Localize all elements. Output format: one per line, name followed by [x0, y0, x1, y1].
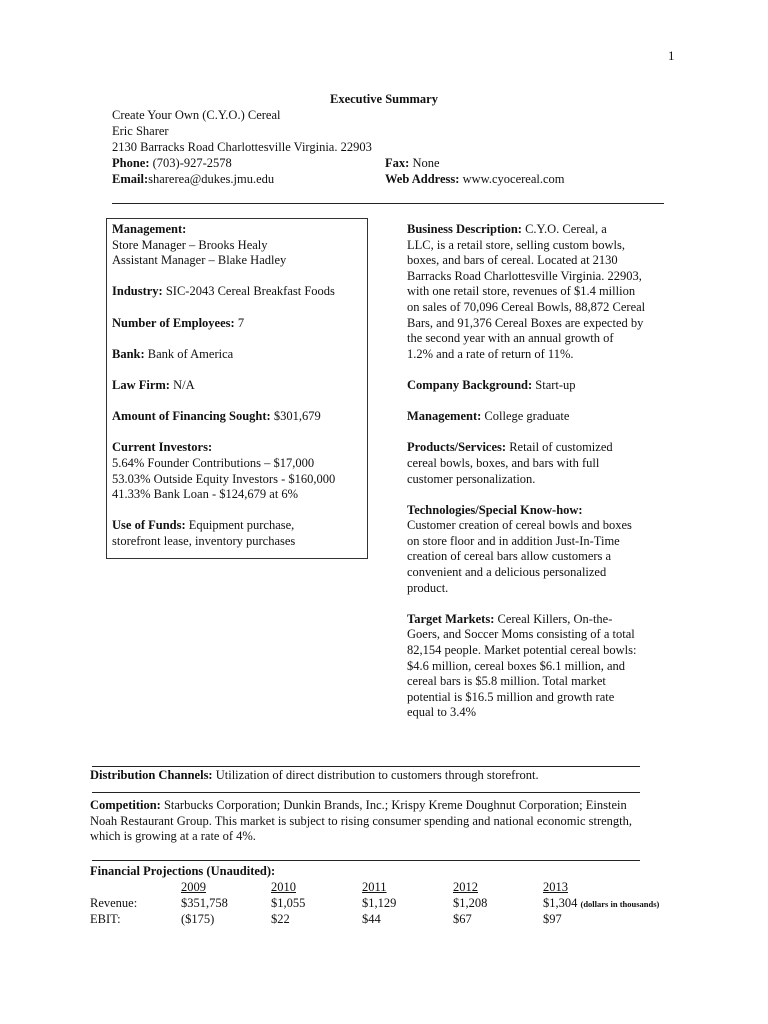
- use-of-funds-value: Equipment purchase,: [185, 518, 295, 533]
- year-cell: 2012: [453, 880, 478, 894]
- business-description-line: the second year with an annual growth of: [407, 331, 614, 346]
- target-markets-section: [407, 612, 659, 721]
- email-label: Email:: [112, 172, 149, 186]
- summary-box: [112, 222, 367, 565]
- company-address: 2130 Barracks Road Charlottesville Virginia. 22903: [112, 140, 372, 154]
- employees-label: Number of Employees:: [112, 315, 235, 330]
- right-management-section: [407, 409, 659, 425]
- competition-section: [90, 798, 690, 845]
- table-cell: $67: [453, 912, 472, 927]
- row-label: Revenue:: [90, 895, 138, 910]
- competition-line: which is growing at a rate of 4%.: [90, 829, 256, 844]
- financials-table: [90, 880, 683, 928]
- units-note: (dollars in thousands): [580, 898, 660, 909]
- investors-label: Current Investors:: [112, 440, 213, 455]
- person-name: Eric Sharer: [112, 124, 169, 138]
- ebit-row: [90, 912, 683, 928]
- products-label: Products/Services:: [407, 440, 507, 455]
- competition-label: Competition:: [90, 798, 161, 812]
- bank-section: [112, 347, 367, 363]
- fax-value: None: [409, 156, 440, 170]
- technologies-line: product.: [407, 580, 449, 595]
- company-name: Create Your Own (C.Y.O.) Cereal: [112, 108, 281, 122]
- fax-line: [385, 156, 440, 172]
- phone-value: (703)-927-2578: [149, 156, 232, 170]
- financing-section: [112, 409, 367, 425]
- web-value: www.cyocereal.com: [459, 172, 565, 186]
- technologies-label: Technologies/Special Know-how:: [407, 502, 583, 517]
- distribution-label: Distribution Channels:: [90, 768, 213, 782]
- industry-value: SIC-2043 Cereal Breakfast Foods: [162, 284, 335, 299]
- year-cell: 2013: [543, 880, 568, 894]
- management-section: [112, 222, 367, 269]
- table-cell: $1,208: [453, 895, 488, 910]
- right-management-value: College graduate: [481, 409, 570, 424]
- law-firm-value: N/A: [169, 377, 195, 392]
- target-markets-label: Target Markets:: [407, 611, 495, 626]
- right-management-label: Management:: [407, 409, 482, 424]
- technologies-line: on store floor and in addition Just-In-Time: [407, 533, 620, 548]
- table-cell: ($175): [181, 912, 215, 927]
- target-markets-line: Cereal Killers, On-the-: [494, 611, 613, 626]
- email-line: [112, 172, 274, 188]
- products-line: customer personalization.: [407, 471, 536, 486]
- year-cell: 2009: [181, 880, 206, 894]
- management-label: Management:: [112, 222, 187, 236]
- revenue-row: [90, 896, 683, 913]
- table-cell: $97: [543, 912, 562, 927]
- company-background-value: Start-up: [532, 377, 576, 392]
- table-cell: $22: [271, 912, 290, 927]
- bank-value: Bank of America: [144, 346, 234, 361]
- industry-label: Industry:: [112, 284, 163, 299]
- right-column: [407, 222, 659, 737]
- industry-section: [112, 284, 367, 300]
- employees-value: 7: [234, 315, 245, 330]
- fax-label: Fax:: [385, 156, 410, 170]
- employees-section: [112, 316, 367, 332]
- investor-item: 53.03% Outside Equity Investors - $160,000: [112, 471, 336, 486]
- document-title: Executive Summary: [330, 92, 438, 106]
- web-label: Web Address:: [385, 172, 460, 186]
- phone-label: Phone:: [112, 156, 150, 170]
- web-line: [385, 172, 565, 188]
- investor-item: 5.64% Founder Contributions – $17,000: [112, 455, 315, 470]
- email-value: sharerea@dukes.jmu.edu: [148, 172, 275, 186]
- business-description-line: boxes, and bars of cereal. Located at 2130: [407, 253, 618, 268]
- business-description-line: on sales of 70,096 Cereal Bowls, 88,872 Cereal: [407, 299, 646, 314]
- target-markets-line: 82,154 people. Market potential cereal bowls:: [407, 643, 637, 658]
- table-cell: $351,758: [181, 895, 228, 910]
- financing-value: $301,679: [270, 409, 321, 424]
- table-cell: $1,129: [362, 895, 397, 910]
- business-description-line: LLC, is a retail store, selling custom bowls,: [407, 237, 626, 252]
- use-of-funds-section: [112, 518, 367, 549]
- law-firm-section: [112, 378, 367, 394]
- technologies-line: Customer creation of cereal bowls and boxes: [407, 518, 632, 533]
- distribution-divider: [92, 766, 640, 767]
- competition-divider: [92, 792, 640, 793]
- target-markets-line: potential is $16.5 million and growth rate: [407, 689, 615, 704]
- products-line: Retail of customized: [506, 440, 613, 455]
- law-firm-label: Law Firm:: [112, 377, 170, 392]
- table-cell: $1,304: [543, 895, 578, 910]
- financials-label: Financial Projections (Unaudited):: [90, 864, 276, 878]
- years-row: [90, 880, 683, 896]
- year-cell: 2011: [362, 880, 387, 894]
- business-description-line: Bars, and 91,376 Cereal Boxes are expected by: [407, 315, 644, 330]
- technologies-line: creation of cereal bars allow customers a: [407, 549, 612, 564]
- table-cell: $1,055: [271, 895, 306, 910]
- business-description-line: C.Y.O. Cereal, a: [521, 222, 607, 236]
- bank-label: Bank:: [112, 346, 145, 361]
- distribution-section: [90, 768, 690, 784]
- target-markets-line: equal to 3.4%: [407, 705, 477, 720]
- company-background-section: [407, 378, 659, 394]
- competition-line: Noah Restaurant Group. This market is subject to rising consumer spending and national economic strength,: [90, 813, 633, 828]
- business-description-label: Business Description:: [407, 222, 522, 236]
- products-line: cereal bowls, boxes, and bars with full: [407, 455, 600, 470]
- table-cell: $44: [362, 912, 381, 927]
- investor-item: 41.33% Bank Loan - $124,679 at 6%: [112, 487, 299, 502]
- header-divider: [112, 203, 664, 204]
- row-label: EBIT:: [90, 912, 121, 927]
- competition-line: Starbucks Corporation; Dunkin Brands, Inc.; Krispy Kreme Doughnut Corporation; Einstein: [160, 798, 627, 812]
- business-description-line: with one retail store, revenues of $1.4 million: [407, 284, 636, 299]
- phone-line: [112, 156, 232, 172]
- financing-label: Amount of Financing Sought:: [112, 409, 271, 424]
- store-manager: Store Manager – Brooks Healy: [112, 237, 268, 252]
- products-section: [407, 440, 659, 487]
- company-background-label: Company Background:: [407, 377, 533, 392]
- year-cell: 2010: [271, 880, 296, 894]
- technologies-section: [407, 503, 659, 597]
- technologies-line: convenient and a delicious personalized: [407, 565, 607, 580]
- use-of-funds-label: Use of Funds:: [112, 518, 186, 533]
- business-description-section: [407, 222, 659, 362]
- target-markets-line: $4.6 million, cereal boxes $6.1 million, and: [407, 658, 626, 673]
- business-description-line: 1.2% and a rate of return of 11%.: [407, 346, 574, 361]
- assistant-manager: Assistant Manager – Blake Hadley: [112, 253, 287, 268]
- financials-divider: [92, 860, 640, 861]
- target-markets-line: Goers, and Soccer Moms consisting of a total: [407, 627, 635, 642]
- business-description-line: Barracks Road Charlottesville Virginia. 22903,: [407, 268, 642, 283]
- investors-section: [112, 440, 367, 502]
- target-markets-line: cereal bars is $5.8 million. Total market: [407, 674, 606, 689]
- distribution-value: Utilization of direct distribution to customers through storefront.: [212, 768, 539, 782]
- use-of-funds-value-cont: storefront lease, inventory purchases: [112, 533, 296, 548]
- page-number: 1: [668, 48, 675, 63]
